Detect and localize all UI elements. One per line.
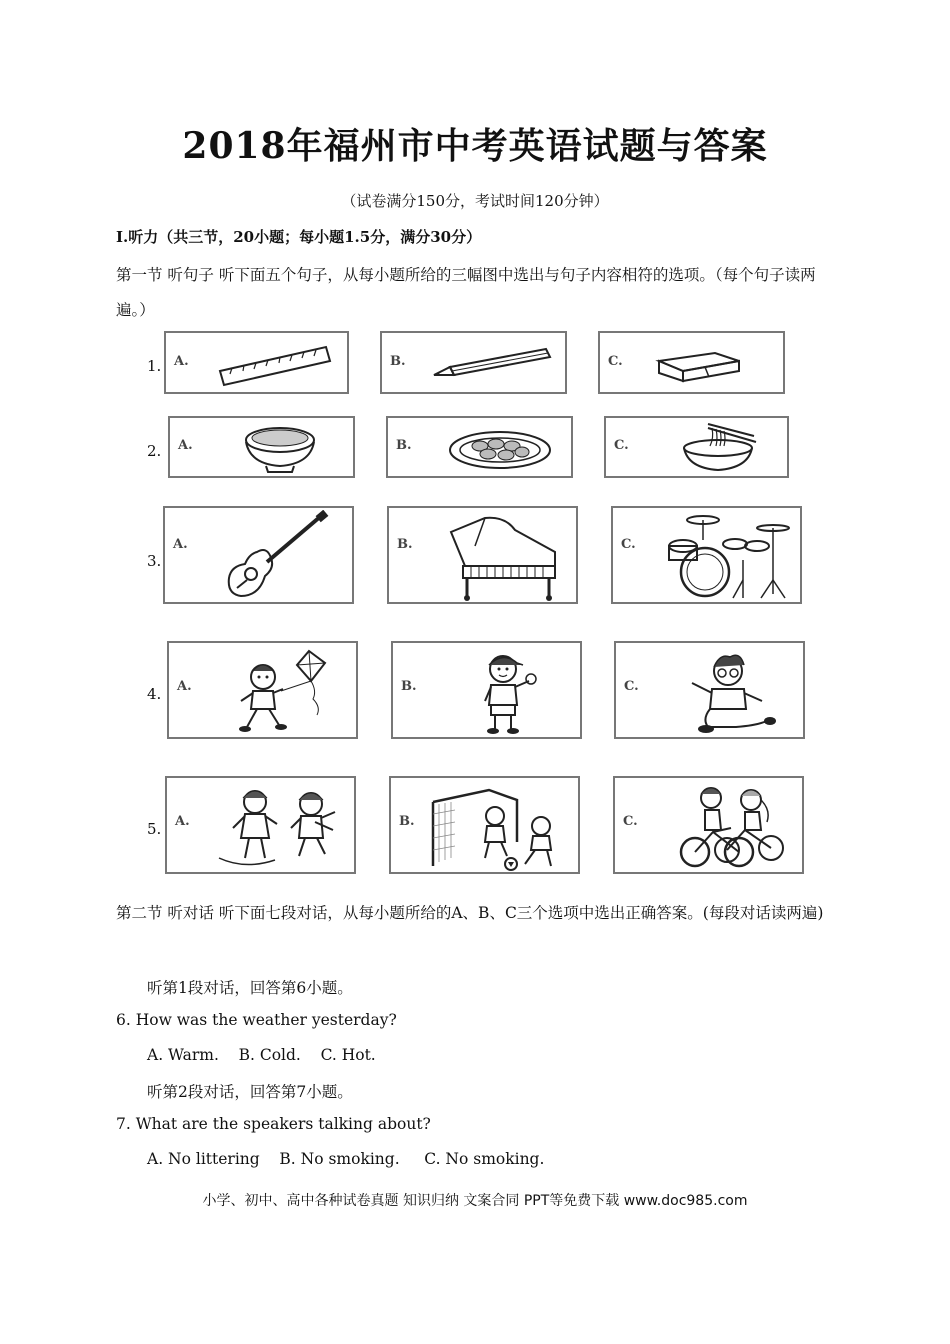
kids-skating-icon: [215, 782, 345, 872]
dialog2-intro: 听第2段对话，回答第7小题。: [147, 1083, 353, 1101]
question-number: 3.: [147, 552, 162, 570]
section-heading: I.听力（共三节，20小题；每小题1.5分，满分30分）: [116, 228, 482, 246]
option-label: B.: [401, 679, 417, 695]
question-number: 4.: [147, 685, 162, 703]
option-box: [598, 331, 785, 394]
option-box: [614, 641, 805, 739]
option-label: A.: [177, 679, 192, 695]
question-7-options: A. No littering B. No smoking. C. No smoking.: [147, 1150, 545, 1168]
boy-kite-icon: [229, 647, 339, 737]
option-label: A.: [175, 814, 190, 830]
option-box: [165, 776, 356, 874]
rice-bowl-icon: [236, 422, 326, 474]
kids-soccer-icon: [425, 782, 575, 872]
option-label: A.: [178, 438, 193, 453]
page-footer: 小学、初中、高中各种试卷真题 知识归纳 文案合同 PPT等免费下载 www.doc985.com: [202, 1193, 748, 1209]
option-box: [604, 416, 789, 478]
question-6-options: A. Warm. B. Cold. C. Hot.: [147, 1046, 376, 1064]
option-label: A.: [173, 536, 188, 552]
piano-icon: [445, 512, 565, 604]
option-box: [164, 331, 349, 394]
option-label: B.: [397, 536, 413, 552]
question-number: 5.: [147, 820, 162, 838]
option-box: [168, 416, 355, 478]
option-label: C.: [608, 353, 623, 369]
exam-info: （试卷满分150分，考试时间120分钟）: [341, 192, 609, 210]
option-label: A.: [174, 353, 189, 369]
option-box: [380, 331, 567, 394]
question-number: 2.: [147, 442, 162, 460]
noodle-bowl-icon: [668, 420, 768, 476]
option-box: [611, 506, 802, 604]
option-label: C.: [621, 536, 636, 552]
question-7: 7. What are the speakers talking about?: [116, 1115, 431, 1133]
dialog1-intro: 听第1段对话，回答第6小题。: [147, 979, 353, 997]
option-box: [386, 416, 573, 478]
option-box: [389, 776, 580, 874]
option-label: C.: [614, 438, 629, 453]
boy-waving-icon: [461, 647, 551, 737]
page-title: 2018年福州市中考英语试题与答案: [182, 125, 768, 167]
eraser-icon: [655, 343, 745, 383]
option-box: [613, 776, 804, 874]
drums-icon: [663, 510, 793, 602]
boy-sitting-icon: [682, 647, 782, 737]
option-label: B.: [390, 353, 406, 369]
part1-instruction: 第一节 听句子 听下面五个句子，从每小题所给的三幅图中选出与句子内容相符的选项。（每个句子读两遍。）: [116, 266, 816, 319]
guitar-icon: [223, 510, 333, 602]
kids-cycling-icon: [675, 782, 795, 872]
question-6: 6. How was the weather yesterday?: [116, 1011, 397, 1029]
dumpling-plate-icon: [446, 426, 556, 472]
option-box: [167, 641, 358, 739]
part2-instruction: 第二节 听对话 听下面七段对话，从每小题所给的A、B、C三个选项中选出正确答案。(每段对话读两遍): [116, 904, 824, 922]
pencil-icon: [430, 345, 555, 381]
option-label: B.: [399, 814, 415, 830]
option-label: C.: [624, 679, 639, 695]
ruler-icon: [216, 341, 336, 387]
option-box: [391, 641, 582, 739]
option-label: C.: [623, 814, 638, 830]
option-box: [387, 506, 578, 604]
option-label: B.: [396, 438, 412, 453]
question-number: 1.: [147, 357, 162, 375]
option-box: [163, 506, 354, 604]
